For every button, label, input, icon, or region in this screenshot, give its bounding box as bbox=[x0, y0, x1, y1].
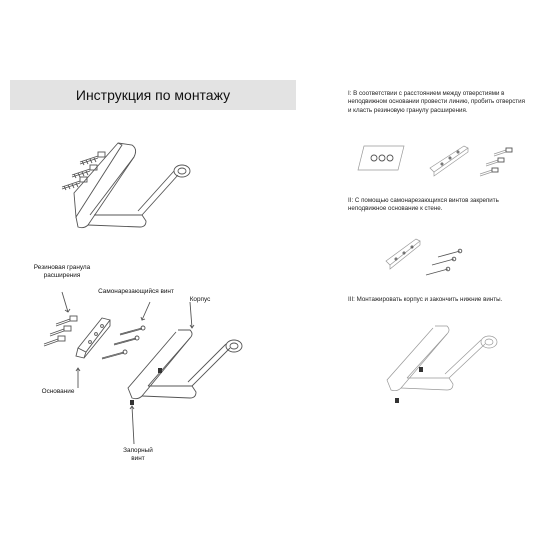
label-locking-screw: Запорный винт bbox=[123, 447, 153, 462]
locking-screw-icon bbox=[158, 368, 162, 373]
wall-plate-icon bbox=[358, 146, 404, 170]
locking-screw-icon bbox=[395, 398, 399, 403]
rubber-granule-icon bbox=[480, 148, 512, 176]
base-plate-icon bbox=[76, 318, 110, 358]
label-rubber-granule: Резиновая гранула расширения bbox=[33, 264, 91, 279]
holder-body-icon bbox=[128, 330, 242, 399]
rubber-granule-icon bbox=[44, 316, 77, 346]
wall-screws-icon bbox=[62, 152, 105, 190]
instruction-title-bar bbox=[10, 80, 296, 110]
locking-screw-icon bbox=[419, 367, 423, 372]
holder-body-icon bbox=[74, 143, 190, 228]
step-1-figure bbox=[360, 140, 530, 190]
label-self-tapping-screw: Самонарезающийся винт bbox=[98, 288, 174, 295]
base-plate-icon bbox=[430, 146, 468, 176]
holder-body-icon bbox=[387, 326, 497, 391]
step-2-figure bbox=[380, 235, 480, 280]
assembled-holder-figure bbox=[50, 135, 210, 235]
step-1-text: I: В соответствии с расстоянием между отверстиями в неподвижном основании провести линию, пробить отверстия и класть резиновую гранулу расширения. bbox=[348, 90, 525, 114]
step-3-text: III: Монтажировать корпус и закончить нижние винты. bbox=[348, 296, 503, 303]
page-title: Инструкция по монтажу bbox=[75, 87, 231, 103]
label-base: Основание bbox=[41, 388, 75, 395]
step-2-text: II: С помощью самонарезающихся винтов закрепить неподвижное основание к стене. bbox=[348, 197, 499, 213]
locking-screw-icon bbox=[130, 400, 134, 405]
label-body: Корпус bbox=[189, 296, 211, 303]
self-tapping-screw-icon bbox=[102, 326, 145, 359]
self-tapping-screw-icon bbox=[426, 249, 462, 275]
step-3-figure bbox=[385, 322, 515, 412]
base-plate-icon bbox=[386, 239, 420, 269]
exploded-view-figure bbox=[30, 280, 260, 450]
